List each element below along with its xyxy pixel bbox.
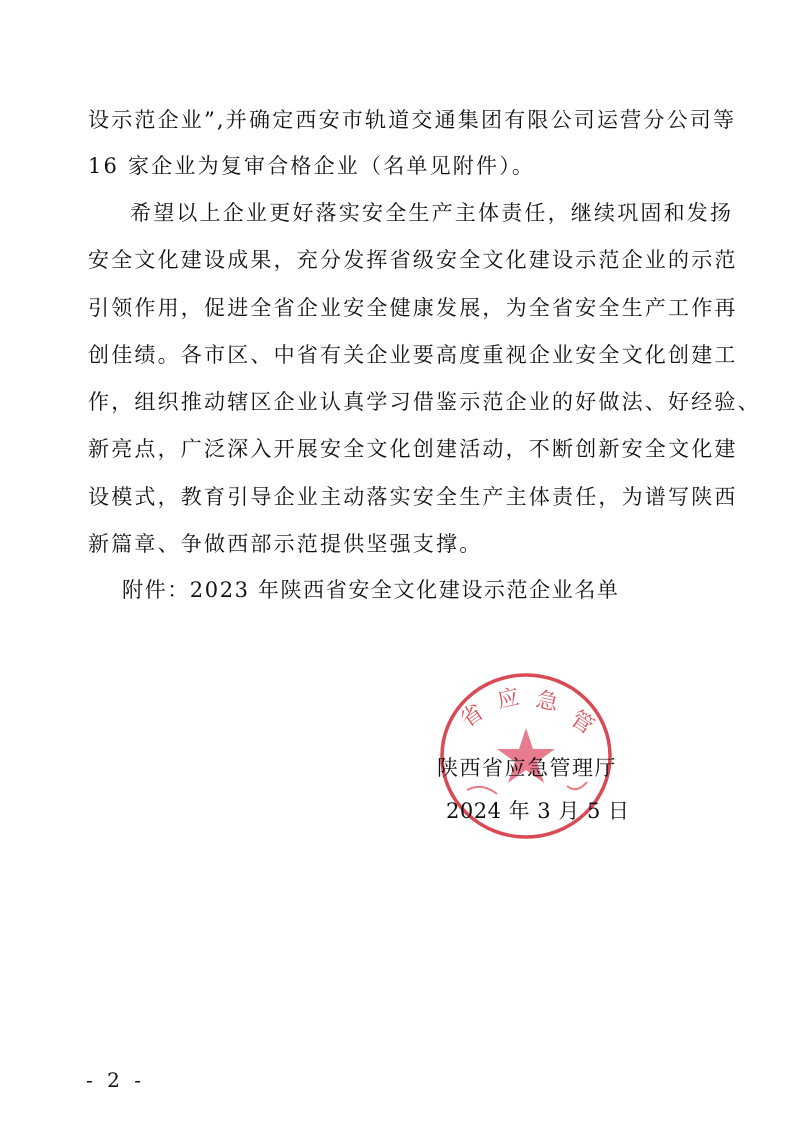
body-line: 设示范企业”,并确定西安市轨道交通集团有限公司运营分公司等 [88, 108, 737, 132]
attachment-note: 附件：2023 年陕西省安全文化建设示范企业名单 [122, 578, 620, 602]
body-line: 设模式，教育引导企业主动落实安全生产主体责任，为谱写陕西 [88, 485, 738, 509]
body-line: 作，组织推动辖区企业认真学习借鉴示范企业的好做法、好经验、 [88, 390, 761, 414]
svg-text:急: 急 [533, 687, 561, 717]
body-line: 新亮点，广泛深入开展安全文化创建活动，不断创新安全文化建 [88, 437, 738, 461]
body-line: 安全文化建设成果，充分发挥省级安全文化建设示范企业的示范 [88, 248, 738, 272]
page-number: - 2 - [86, 1068, 145, 1092]
body-line: 创佳绩。各市区、中省有关企业要高度重视企业安全文化创建工 [88, 343, 738, 367]
body-line: 新篇章、争做西部示范提供坚强支撑。 [88, 532, 483, 556]
svg-text:管: 管 [565, 706, 598, 740]
issuing-organization: 陕西省应急管理厅 [437, 756, 617, 780]
body-line: 16 家企业为复审合格企业（名单见附件）。 [88, 154, 536, 178]
body-line: 引领作用，促进全省企业安全健康发展，为全省安全生产工作再 [88, 296, 738, 320]
body-line: 希望以上企业更好落实安全生产主体责任，继续巩固和发扬 [130, 201, 734, 225]
svg-text:省: 省 [456, 699, 489, 733]
svg-text:应: 应 [495, 684, 522, 714]
issue-date: 2024 年 3 月 5 日 [446, 799, 630, 823]
